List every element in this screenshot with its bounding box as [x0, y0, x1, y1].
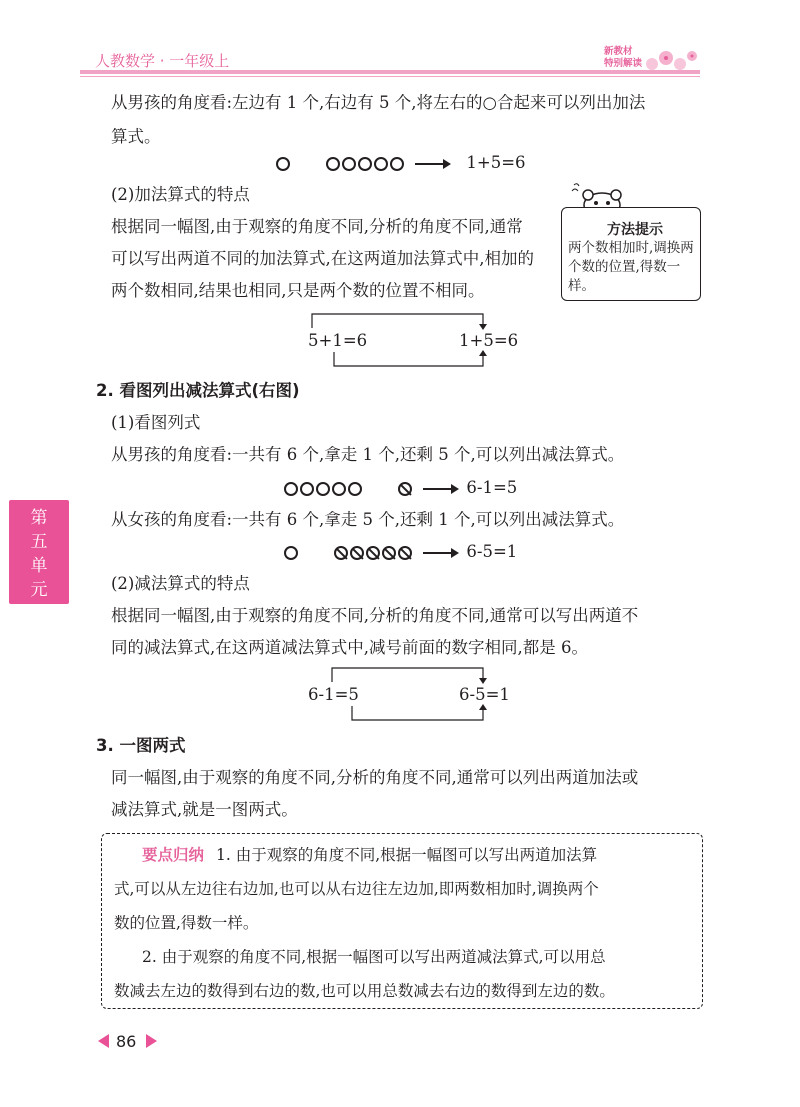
crossed-circle-icon [334, 546, 348, 560]
circle-icon [358, 157, 372, 171]
circle-icon [300, 482, 314, 496]
unit-side-tab [9, 500, 69, 604]
side-tab-char: 五 [30, 532, 48, 552]
circle-icon [316, 482, 330, 496]
one-picture-two-equations-title: 3. 一图两式 [96, 736, 186, 755]
crossed-circle-icon [382, 546, 396, 560]
subtraction-para-line2: 同的减法算式,在这两道减法算式中,减号前面的数字相同,都是 6。 [111, 638, 588, 657]
subtraction-para-line1: 根据同一幅图,由于观察的角度不同,分析的角度不同,通常可以写出两道不 [111, 606, 639, 625]
header-rule-thin [80, 76, 700, 77]
section3-para-line2: 减法算式,就是一图两式。 [111, 800, 298, 819]
crossed-circle-icon [398, 546, 412, 560]
summary-line1: 1. 由于观察的角度不同,根据一幅图可以写出两道加法算 [216, 846, 598, 864]
section3-para-line1: 同一幅图,由于观察的角度不同,分析的角度不同,通常可以列出两道加法或 [111, 768, 639, 787]
addition-circle-diagram [276, 152, 526, 174]
previous-page-icon[interactable] [98, 1034, 109, 1048]
circle-icon [276, 157, 290, 171]
key-points-label: 要点归纳 [142, 846, 205, 864]
boy-view-addition-line2: 算式。 [111, 127, 161, 146]
circle-icon [348, 482, 362, 496]
arrow-right-icon [423, 552, 457, 554]
badge-line-2: 特别解读 [604, 58, 643, 69]
header-title: 人教数学 · 一年级上 [95, 52, 230, 70]
girl-subtraction-diagram [284, 541, 517, 563]
summary-line4: 2. 由于观察的角度不同,根据一幅图可以写出两道减法算式,可以用总 [142, 948, 606, 966]
circle-icon [326, 157, 340, 171]
badge-line-1: 新教材 [604, 46, 633, 57]
boy-subtraction-equation: 6-1=5 [466, 478, 518, 497]
addition-para-line3: 两个数相同,结果也相同,只是两个数的位置不相同。 [111, 281, 485, 300]
addition-para-line1: 根据同一幅图,由于观察的角度不同,分析的角度不同,通常 [111, 217, 523, 236]
addition-features-heading: (2)加法算式的特点 [111, 185, 250, 204]
boy-view-addition-line1: 从男孩的角度看:左边有 1 个,右边有 5 个,将左右的○合起来可以列出加法 [111, 93, 646, 112]
edition-badge [600, 44, 700, 74]
boy-addition-equation: 1+5=6 [466, 153, 526, 172]
circle-icon [284, 482, 298, 496]
side-tab-char: 元 [30, 580, 48, 600]
summary-line3: 数的位置,得数一样。 [114, 914, 259, 932]
method-tip-body: 两个数相加时,调换两个数的位置,得数一样。 [568, 240, 694, 294]
addition-diagram-right: 1+5=6 [459, 331, 519, 350]
subtraction-section-title: 2. 看图列出减法算式(右图) [96, 381, 300, 400]
arrow-right-icon [423, 488, 457, 490]
addition-para-line2: 可以写出两道不同的加法算式,在这两道加法算式中,相加的 [111, 249, 534, 268]
circle-icon [332, 482, 346, 496]
side-tab-char: 第 [30, 508, 48, 528]
girl-subtraction-equation: 6-5=1 [466, 542, 518, 561]
side-tab-char: 单 [30, 556, 48, 576]
method-tip-title: 方法提示 [607, 222, 663, 238]
subtraction-features-heading: (2)减法算式的特点 [111, 574, 250, 593]
subtraction-diagram-right: 6-5=1 [459, 685, 510, 704]
next-page-icon[interactable] [146, 1034, 157, 1048]
subtraction-sub1-heading: (1)看图列式 [111, 413, 201, 432]
circle-icon [342, 157, 356, 171]
circle-icon [284, 546, 298, 560]
girl-view-subtraction: 从女孩的角度看:一共有 6 个,拿走 5 个,还剩 1 个,可以列出减法算式。 [111, 510, 625, 529]
circle-icon [374, 157, 388, 171]
addition-diagram-left: 5+1=6 [308, 331, 368, 350]
boy-view-subtraction: 从男孩的角度看:一共有 6 个,拿走 1 个,还剩 5 个,可以列出减法算式。 [111, 445, 625, 464]
key-points-content [114, 838, 694, 1008]
circle-icon [390, 157, 404, 171]
summary-line5: 数减去左边的数得到右边的数,也可以用总数减去右边的数得到左边的数。 [114, 982, 615, 1000]
summary-line2: 式,可以从左边往右边加,也可以从右边往左边加,即两数相加时,调换两个 [114, 880, 599, 898]
arrow-right-icon [415, 163, 449, 165]
subtraction-diagram-left: 6-1=5 [308, 685, 359, 704]
flower-decoration-icon [640, 44, 700, 74]
page-number: 86 [116, 1032, 137, 1051]
boy-subtraction-diagram [284, 477, 517, 499]
crossed-circle-icon [366, 546, 380, 560]
crossed-circle-icon [350, 546, 364, 560]
crossed-circle-icon [398, 482, 412, 496]
